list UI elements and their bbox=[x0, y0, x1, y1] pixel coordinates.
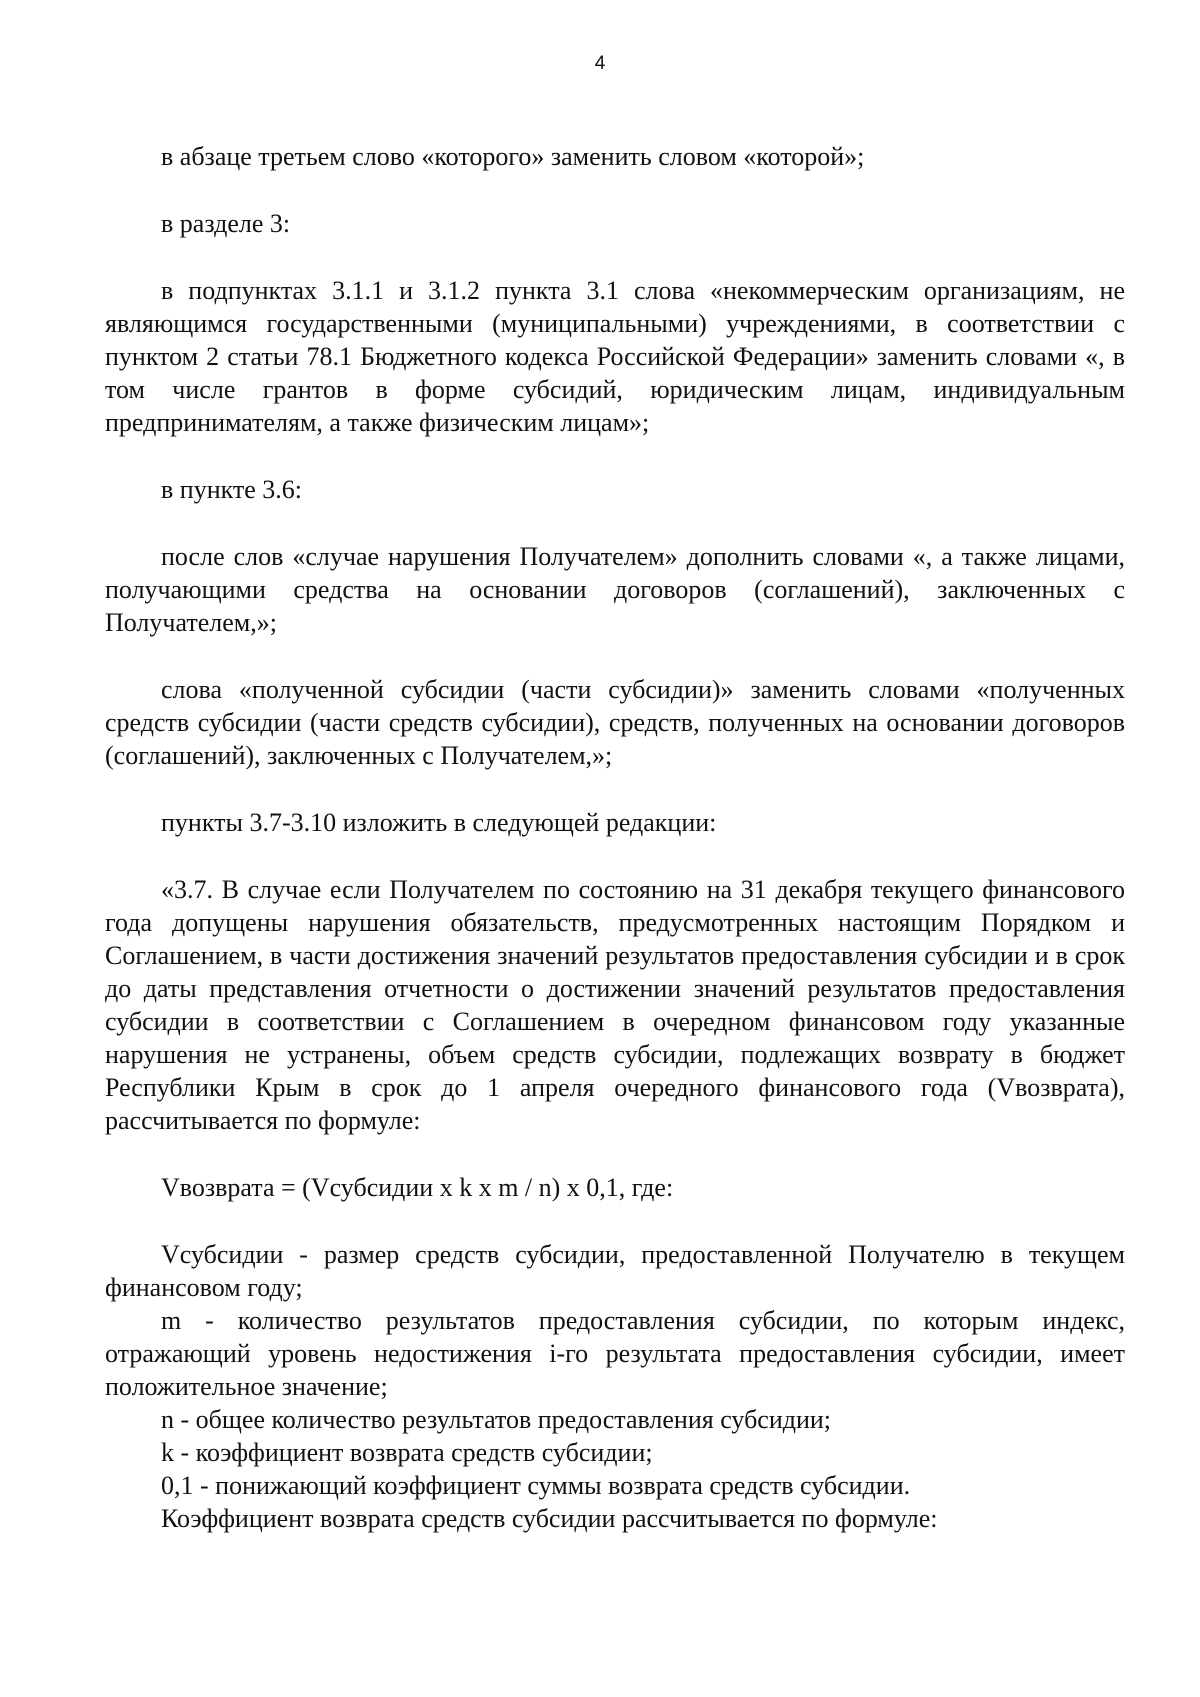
document-body bbox=[105, 140, 1125, 1535]
page-number: 4 bbox=[594, 53, 606, 74]
paragraph-replace-words: слова «полученной субсидии (части субсидии)» заменить словами «полученных средств субсидии (части средств субсидии), средств, полученных на основании договоров (соглашений), заключенных с Получателем,»; bbox=[105, 675, 1125, 770]
paragraph-3-7: «3.7. В случае если Получателем по состоянию на 31 декабря текущего финансового года допущены нарушения обязательств, предусмотренных настоящим Порядком и Соглашением, в части достижения значений результатов предоставления субсидии и в срок до даты представления отчетности о достижении значений результатов предоставления субсидии в соответствии с Соглашением в очередном финансовом году указанные нарушения не устранены, объем средств субсидии, подлежащих возврату в бюджет Республики Крым в срок до 1 апреля очередного финансового года (Vвозврата), рассчитывается по формуле: bbox=[105, 875, 1125, 1135]
definition-v-subsidii: Vсубсидии - размер средств субсидии, предоставленной Получателю в текущем финансовом году; bbox=[105, 1240, 1125, 1302]
paragraph-abzac-third: в абзаце третьем слово «которого» заменить словом «которой»; bbox=[161, 142, 865, 171]
definition-n: n - общее количество результатов предоставления субсидии; bbox=[161, 1405, 832, 1434]
definition-k: k - коэффициент возврата средств субсидии; bbox=[161, 1438, 653, 1467]
paragraph-section-3: в разделе 3: bbox=[161, 209, 291, 238]
paragraph-points-3-7-3-10: пункты 3.7-3.10 изложить в следующей редакции: bbox=[161, 808, 717, 837]
formula-v-vozvrata: Vвозврата = (Vсубсидии x k x m / n) x 0,1, где: bbox=[161, 1173, 674, 1202]
definition-0-1: 0,1 - понижающий коэффициент суммы возврата средств субсидии. bbox=[161, 1471, 911, 1500]
paragraph-coefficient-formula: Коэффициент возврата средств субсидии рассчитывается по формуле: bbox=[161, 1504, 938, 1533]
paragraph-point-3-6: в пункте 3.6: bbox=[161, 475, 303, 504]
paragraph-after-words: после слов «случае нарушения Получателем» дополнить словами «, а также лицами, получающими средства на основании договоров (соглашений), заключенных с Получателем,»; bbox=[105, 542, 1125, 637]
paragraph-subpoints-3-1: в подпунктах 3.1.1 и 3.1.2 пункта 3.1 слова «некоммерческим организациям, не являющимся государственными (муниципальными) учреждениями, в соответствии с пунктом 2 статьи 78.1 Бюджетного кодекса Российской Федерации» заменить словами «, в том числе грантов в форме субсидий, юридическим лицам, индивидуальным предпринимателям, а также физическим лицам»; bbox=[105, 276, 1125, 437]
definition-m: m - количество результатов предоставления субсидии, по которым индекс, отражающий уровень недостижения i-го результата предоставления субсидии, имеет положительное значение; bbox=[105, 1306, 1125, 1401]
